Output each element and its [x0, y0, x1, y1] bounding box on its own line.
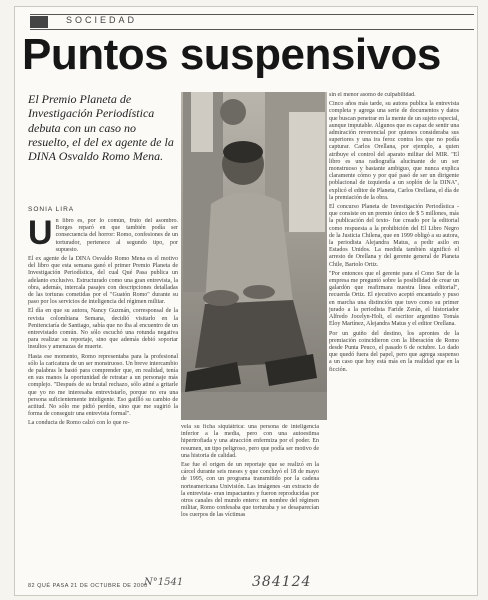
paragraph: "Por entonces que el gerente para el Cono Sur de la empresa me preguntó sobre la posibilidad de crear un galardón que reafirmara nuestra línea editorial", recuerda Ortiz. El ejecutivo aceptó encantado y puso en marcha una distinción que tuvo como su primer jurado a la periodista Faride Zerán, el historiador Alfredo Jocelyn-Holt, el escritor argentino Tomás Eloy Martínez, Alejandra Matus y el editor Orellana. — [329, 270, 459, 328]
paragraph: La conducta de Romo calzó con lo que re- — [28, 420, 130, 427]
paragraph: Por un guiño del destino, los aprontes de la premiación coincidieron con la liberación de Romo desde Punta Peuco, el pasado 6 de octubre. Lo dado que quedó fuera del papel, pero que agrega suspenso a un caso que hoy está más en la realidad que en la ficción. — [329, 330, 459, 373]
article-column-3 — [329, 92, 459, 582]
paragraph: vela su ficha siquiátrica: una persona de inteligencia inferior a la media, pero con una autoestima hipertrofiada y una atracción enfermiza por el poder. En resumen, un tipo peligroso, pero que podía ser motivo de una historia de calidad. — [181, 424, 319, 459]
paragraph: El concurso Planeta de Investigación Periodística -que consiste en un premio único de $ 5 millones, más la publicación del texto- fue creado por la editorial como respuesta a la prohibición del El Libro Negro de la Justicia Chilena, que en 1999 obligó a su autora, la periodista Alejandra Matus, a pedir asilo en Estados Unidos. La medida también significó el arresto de Orellana y del gerente general de Planeta Chile, Bartolo Ortiz. — [329, 204, 459, 268]
paragraph: El día en que su autora, Nancy Guzmán, corresponsal de la revista colombiana Semana, decidió visitarlo en la Penitenciaría de Santiago, sabía que no iba al encuentro de un entrevistado común. No sólo escuchó una rotunda negativa para realizar su reportaje, sino que además debió soportar insultos y amenazas de muerte. — [28, 308, 178, 351]
drop-cap: U — [28, 218, 53, 252]
page-footer: 82 QUÉ PASA 21 DE OCTUBRE DE 2000 — [28, 583, 148, 589]
paragraph: Ese fue el origen de un reportaje que se realizó en la cárcel durante seis meses y que concluyó el 18 de mayo de 1995, con un programa transmitido por la cadena norteamericana Univisión. Las imágenes -un extracto de la entrevista- eran impactantes y fueron reproducidas por otros canales del mundo entero: en nombre del régimen militar, Romo confesaba que torturaba y se desaparecían los cuerpos de las víctimas — [181, 462, 319, 519]
handwritten-note-right: 384124 — [252, 574, 312, 590]
section-header — [30, 14, 474, 30]
paragraph: Hasta ese momento, Romo representaba para la profesional sólo la caricatura de un ser monstruoso. Un breve intercambio de palabras le bastó para comprender que, en realidad, tenía en sus manos la oportunidad de retratar a un personaje más complejo. "Después de su brutal rechazo, sólo atiné a gritarle que yo no me interesaba entrevistarlo, porque no era una persona suficientemente inteligente. Eso gatilló su cambio de actitud. No sólo me pidió perdón, sino que me sugirió la forma de conseguir una entrevista formal". — [28, 353, 178, 418]
paragraph: n libro es, por lo común, fruto del asombro. Borges reparó en que también podía ser consecuencia del horror: Romo, confesiones de un torturador, pertenece al segundo tipo, por supuesto. — [55, 218, 178, 253]
article-column-2 — [181, 424, 319, 582]
byline: SONIA LIRA — [28, 206, 75, 213]
handwritten-note-left: N°1541 — [144, 577, 184, 588]
section-label: SOCIEDAD — [66, 15, 138, 25]
article-column-1 — [28, 218, 178, 578]
man-crouching-photo — [181, 92, 327, 420]
paragraph: Cinco años más tarde, su autora publica la entrevista completa y agrega una serie de documentos y datos que buscan penetrar en la mente de un sujeto especial, aunque imputable. Algunos que es capaz de sentir una admiración reverencial por quienes consideraba sus superiores y una ira feroz contra los que no podía capturar. Carlos Orellana, por ejemplo, a quien atribuye el control del aparato militar del MIR. "El libro es una radiografía alucinante de un ser monstruoso y bastante ambiguo, que nunca explica claramente cómo y por qué pasó de ser un dirigente poblacional de izquierda a un soplón de la DINA", explicó el editor de Planeta, Carlos Orellana, el día de la premiación de la obra. — [329, 101, 459, 201]
paragraph: sin el menor asomo de culpabilidad. — [329, 92, 416, 98]
article-photo — [181, 92, 327, 420]
headline: Puntos suspensivos — [22, 30, 441, 79]
section-marker-icon — [30, 16, 48, 28]
paragraph: El ex agente de la DINA Osvaldo Romo Mena es el motivo del libro que esta semana ganó el primer Premio Planeta de Investigación Periodística, del cual Qué Pasa publica un adelanto exclusivo. Estructurado como una gran entrevista, la obra, además, intercala pasajes con descripciones detalladas de las torturas cometidas por el "Guatón Romo" durante su paso por los servicios de inteligencia del régimen militar. — [28, 256, 178, 306]
deck-text: El Premio Planeta de Investigación Periodística debuta con un caso no resuelto, el del ex agente de la DINA Osvaldo Romo Mena. — [28, 92, 174, 164]
